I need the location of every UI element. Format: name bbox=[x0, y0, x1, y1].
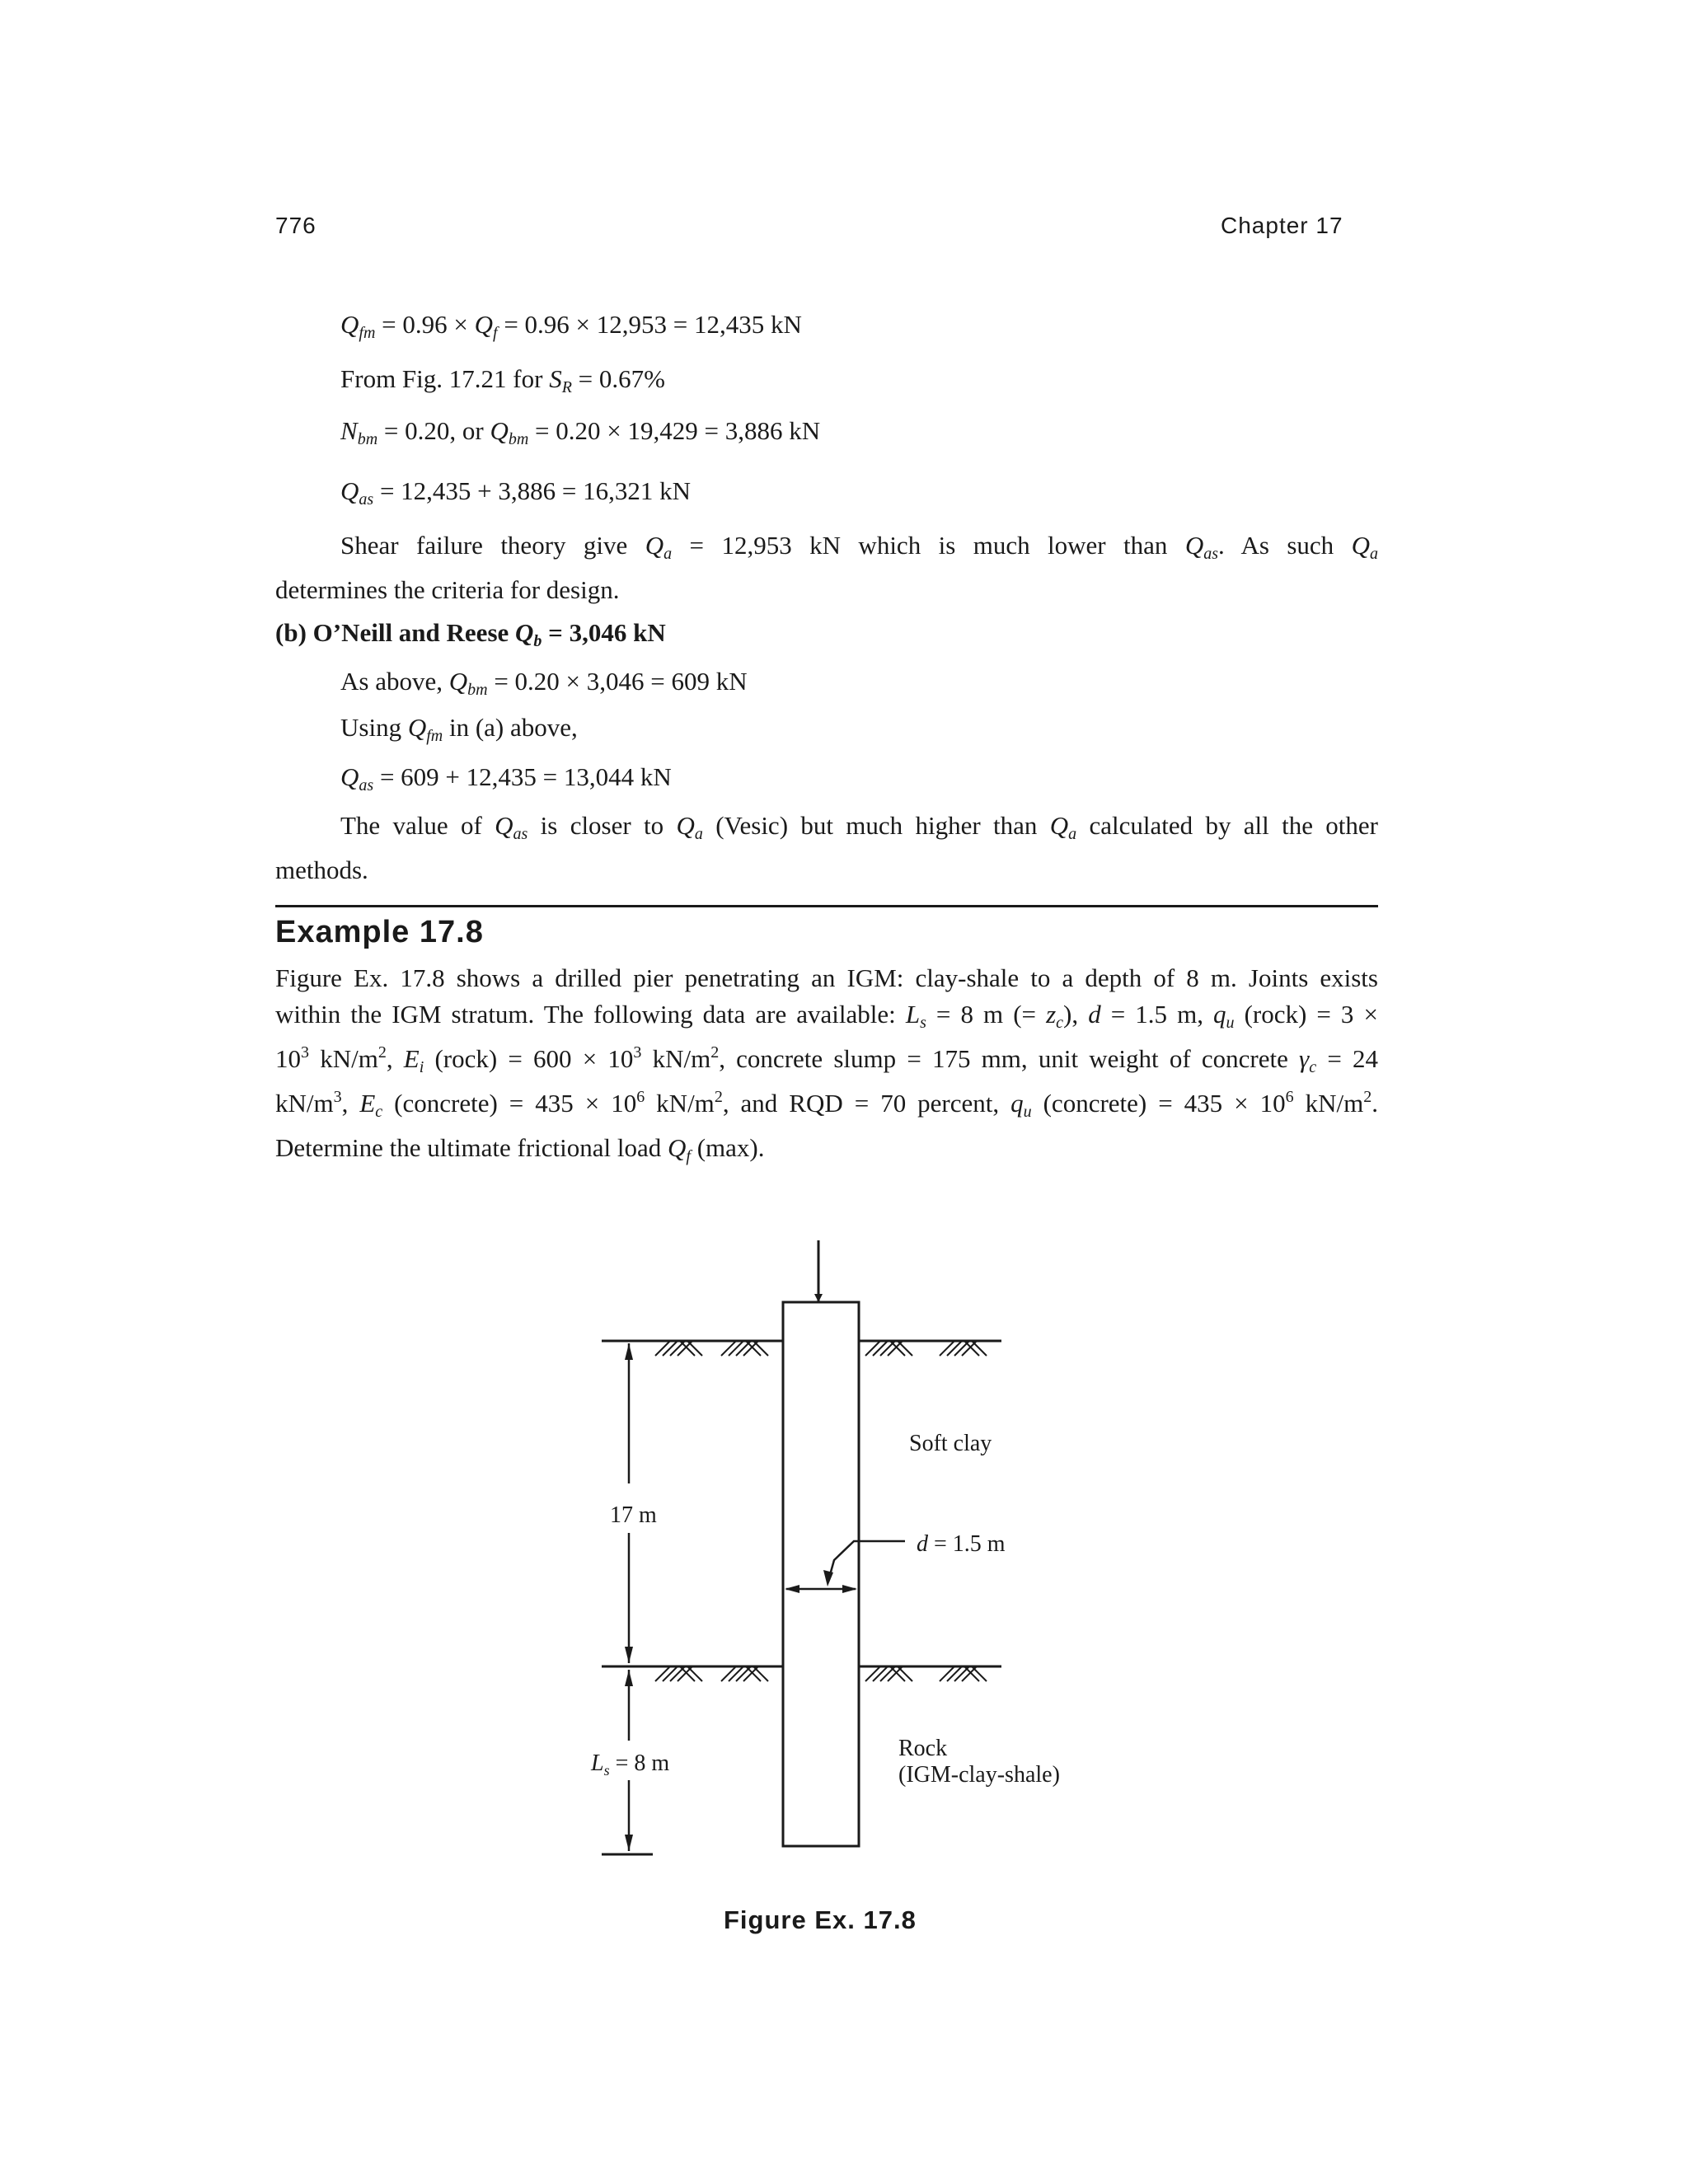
from-fig-line: From Fig. 17.21 for $S_R = 0.67\%$ bbox=[340, 364, 665, 396]
dim-arrow-ls-bottom bbox=[625, 1835, 633, 1851]
example-problem-text: Figure Ex. 17.8 shows a drilled pier penetrating an IGM: clay-shale to a depth of 8 m. Joints exists within the IGM stratum. The following data are available: $L_s = 8$ m (= $z_c$), d = 1.5 m, $q_u$ (rock) = 3 × $10^3$ $kN/m^2$, $E_i$ (rock) = $600 \times 10^3$ $kN/m^2$, concrete slump = 175 mm, unit weight of concrete $\gamma_c = 24$ $kN/m^3$, $E_c$ (concrete) = $435 \times 10^6$ $kN/m^2$, and RQD = 70 percent, $q_u$ (concrete) = $435 \times 10^6$ $kN/m^2$. Determine the ultimate frictional load $Q_f$ (max). bbox=[275, 963, 1378, 1165]
label-rock: Rock bbox=[898, 1736, 948, 1761]
section-b-line2: Using $Q_{fm}$ in (a) above, bbox=[340, 713, 578, 745]
chapter-title: Chapter 17 bbox=[1221, 213, 1343, 238]
section-b-paragraph: The value of $Q_{as}$ is closer to $Q_a$ (Vesic) but much higher than $Q_a$ calculated by all the other methods. bbox=[275, 811, 1378, 884]
label-diameter: d = 1.5 m bbox=[917, 1531, 1006, 1557]
diameter-leader bbox=[828, 1541, 905, 1581]
leader-arrow bbox=[823, 1570, 833, 1586]
page-number: 776 bbox=[275, 213, 316, 238]
shear-failure-paragraph: Shear failure theory give $Q_a = 12,953$ kN which is much lower than $Q_{as}$. As such $Q_a$ determines the criteria for design. bbox=[275, 531, 1378, 604]
ground-hatching bbox=[655, 1341, 987, 1356]
diameter-arrow-left bbox=[785, 1585, 799, 1593]
dim-arrow-17m-bottom bbox=[625, 1647, 633, 1663]
section-b-line3: $Q_{as} = 609 + 12,435 = 13,044$ kN bbox=[340, 762, 672, 794]
label-soft-clay: Soft clay bbox=[909, 1431, 992, 1456]
dim-arrow-ls-top bbox=[625, 1670, 633, 1686]
label-17m: 17 m bbox=[610, 1502, 657, 1528]
equation-qfm: $Q_{fm} = 0.96 \times Q_f = 0.96 \times 12,953 = 12,435$ kN bbox=[340, 310, 802, 342]
section-b-heading: (b) O’Neill and Reese $Q_b = 3,046$ kN bbox=[275, 618, 666, 650]
drilled-pier bbox=[783, 1302, 859, 1846]
rock-hatching bbox=[655, 1666, 987, 1681]
equation-nbm: $N_{bm} = 0.20$, or $Q_{bm} = 0.20 \times 19,429 = 3,886$ kN bbox=[340, 416, 821, 448]
equation-qas: $Q_{as} = 12,435 + 3,886 = 16,321$ kN bbox=[340, 476, 692, 509]
label-ls: $L_s = 8$ m bbox=[591, 1750, 670, 1779]
diameter-arrow-right bbox=[842, 1585, 857, 1593]
example-title: Example 17.8 bbox=[275, 915, 484, 949]
figure-caption: Figure Ex. 17.8 bbox=[724, 1905, 917, 1934]
section-b-line1: As above, $Q_{bm} = 0.20 \times 3,046 = 609$ kN bbox=[340, 667, 748, 699]
dim-arrow-17m-top bbox=[625, 1343, 633, 1360]
label-igm: (IGM-clay-shale) bbox=[898, 1762, 1060, 1788]
